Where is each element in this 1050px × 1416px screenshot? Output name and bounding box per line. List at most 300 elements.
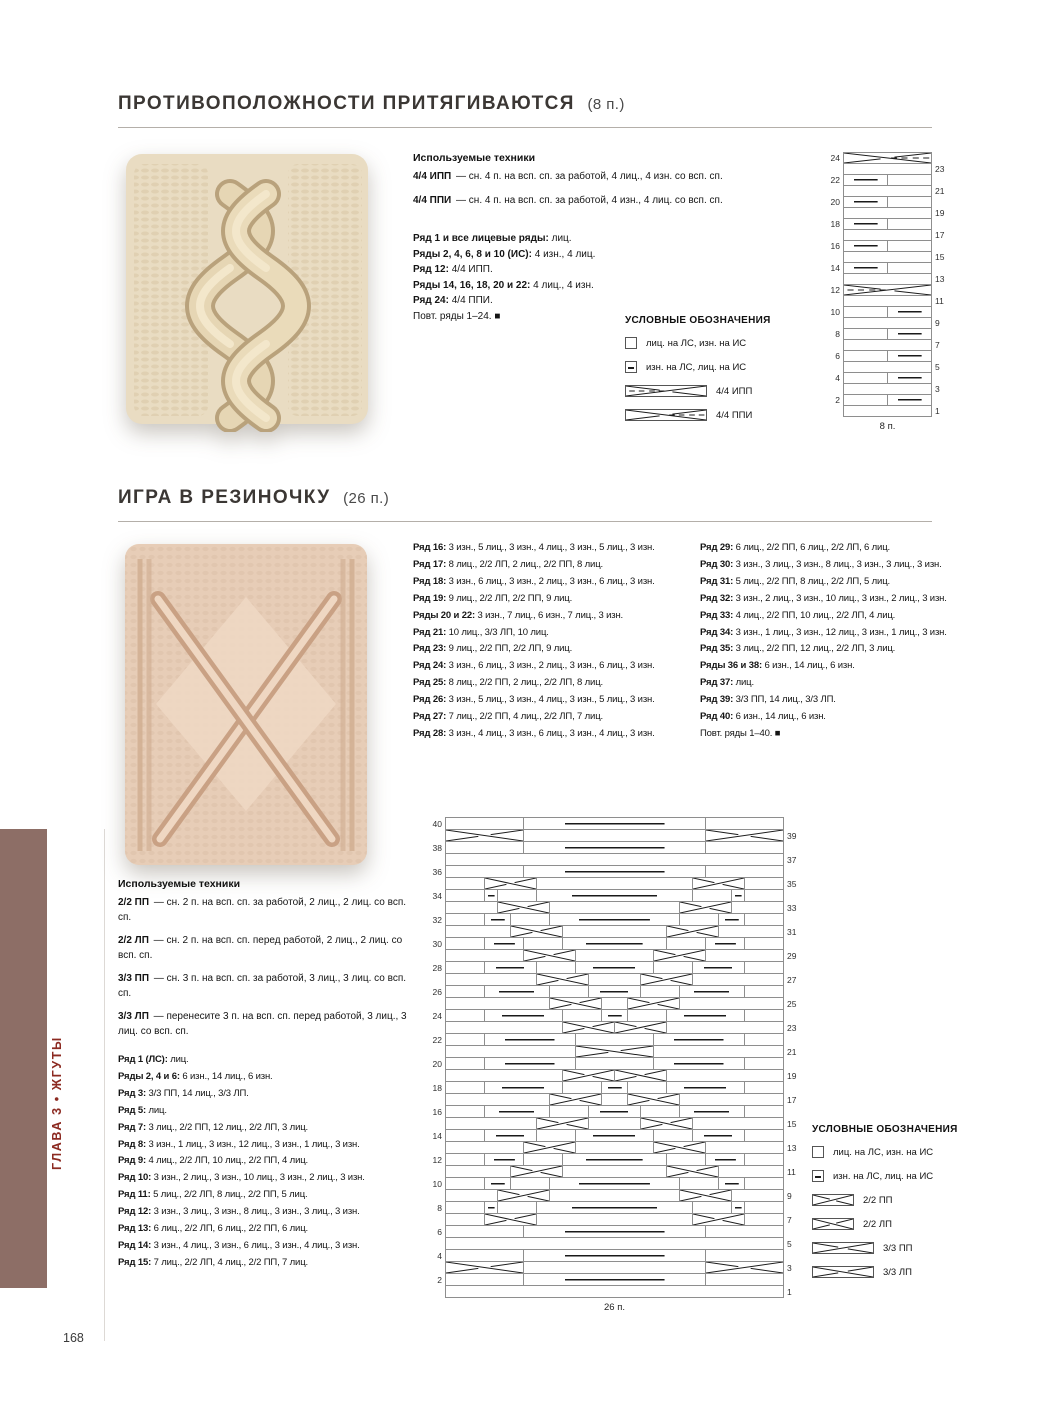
chart-cable-symbol <box>511 1166 562 1177</box>
chart-row-number <box>428 1046 442 1058</box>
chart-cable-symbol <box>628 1094 679 1105</box>
chart-knit-cell <box>667 1070 783 1081</box>
chart-row-number <box>787 866 801 878</box>
row-label: Ряд 1 и все лицевые ряды: <box>413 233 549 244</box>
chart-knit-cell <box>524 1262 705 1273</box>
row-label: Ряд 9: <box>118 1155 146 1167</box>
chart-cable-symbol <box>550 998 601 1009</box>
chart-knit-cell <box>706 842 783 853</box>
chart-knit-cell <box>511 1178 549 1189</box>
chart-row-number: 11 <box>935 296 944 306</box>
cable-right-cross-icon <box>550 1094 601 1105</box>
chart-knit-cell <box>446 1154 484 1165</box>
row-instruction: Ряды 36 и 38: 6 изн., 14 лиц., 6 изн. <box>700 660 855 672</box>
chart-purl-cell <box>485 1130 536 1141</box>
chart-purl-cell <box>485 1154 523 1165</box>
legend-list <box>812 1146 1032 1278</box>
row-label: Ряд 34: <box>700 626 734 638</box>
cable-right-cross-icon <box>628 998 679 1009</box>
row-instruction: Ряд 40: 6 изн., 14 лиц., 6 изн. <box>700 711 826 723</box>
row-instruction: Ряд 9: 4 лиц., 2/2 ЛП, 10 лиц., 2/2 ПП, 4 лиц. <box>118 1155 309 1167</box>
chart-knit-cell <box>844 351 887 361</box>
chart-row-number: 16 <box>432 1107 442 1117</box>
chart-purl-cell <box>485 962 536 973</box>
chart-knit-cell <box>706 1142 783 1153</box>
chart-cable-symbol <box>537 1118 588 1129</box>
chart-cable-symbol <box>485 878 536 889</box>
row-instruction: Ряд 23: 9 лиц., 2/2 ПП, 2/2 ЛП, 9 лиц. <box>413 643 573 655</box>
section2-rule <box>118 521 932 522</box>
row-label: Ряд 16: <box>413 542 447 553</box>
chart-knit-cell <box>524 938 562 949</box>
chart-cable-symbol <box>524 1142 575 1153</box>
cable-right-cross-icon <box>524 1142 575 1153</box>
chart-row-number: 1 <box>935 406 940 416</box>
cable-right-cross-icon <box>813 1195 853 1205</box>
chart-purl-cell <box>693 962 744 973</box>
chart-knit-cell <box>576 1142 653 1153</box>
cable-left-cross-icon <box>563 1022 614 1033</box>
cable-left-cross-icon <box>511 926 562 937</box>
row-instruction: Ряд 28: 3 изн., 4 лиц., 3 изн., 6 лиц., 3 изн., 4 лиц., 3 изн. <box>413 727 655 739</box>
chart-cable-symbol <box>524 950 575 961</box>
chart-purl-cell <box>719 1178 744 1189</box>
legend-label: изн. на ЛС, лиц. на ИС <box>833 1170 934 1182</box>
cable-right-cross-icon <box>498 1190 549 1201</box>
row-instruction: Ряд 7: 3 лиц., 2/2 ПП, 12 лиц., 2/2 ЛП, 3 лиц. <box>118 1121 309 1133</box>
row-instruction: Ряд 13: 6 лиц., 2/2 ЛП, 6 лиц., 2/2 ПП, 6 лиц. <box>118 1223 308 1235</box>
chart-purl-cell <box>485 890 497 901</box>
cable-left-cross-icon <box>498 902 549 913</box>
chart-row-number <box>787 842 801 854</box>
chart-knit-cell <box>524 830 705 841</box>
chart-knit-cell <box>498 890 536 901</box>
cable-right-cross-icon <box>680 902 731 913</box>
cable-right-cross-icon <box>511 1166 562 1177</box>
chart-row-number: 4 <box>835 373 840 383</box>
page-number: 168 <box>63 1331 84 1345</box>
chart-knit-cell <box>732 902 783 913</box>
chart-row-number <box>935 153 949 164</box>
chart-purl-cell <box>680 1106 744 1117</box>
swatch-photo-opposites <box>120 146 376 432</box>
chart-purl-cell <box>888 329 931 339</box>
chart-cable-symbol <box>654 950 705 961</box>
chart-purl-cell <box>888 395 931 405</box>
row-instruction: Ряды 2, 4 и 6: 6 изн., 14 лиц., 6 изн. <box>118 1070 273 1082</box>
chart-knit-cell <box>745 890 783 901</box>
swatch-photo-2-image <box>120 537 372 872</box>
row-instruction: Ряды 14, 16, 18, 20 и 22: 4 лиц., 4 изн. <box>413 279 594 291</box>
chart-knit-cell <box>844 395 887 405</box>
row-instruction: Ряд 19: 9 лиц., 2/2 ЛП, 2/2 ПП, 9 лиц. <box>413 592 573 604</box>
chart-row-number <box>826 230 840 241</box>
chart-knit-cell <box>719 926 783 937</box>
chart-cable-symbol <box>446 1262 523 1273</box>
cable-stitch-symbol <box>625 385 707 397</box>
cable-right-cross-icon <box>563 1070 614 1081</box>
chart-row-number <box>787 1250 801 1262</box>
chart-cable-symbol <box>693 1214 744 1225</box>
chart-row-number <box>826 186 840 197</box>
chart-knit-cell <box>446 1214 484 1225</box>
chart-row-number <box>935 263 949 274</box>
section1-rule <box>118 127 932 128</box>
chart-row-number: 39 <box>787 831 797 841</box>
cable-left-cross-icon <box>446 1262 523 1273</box>
chart-row-number <box>935 175 949 186</box>
chart-knit-cell <box>446 1058 484 1069</box>
cable-right-cross-icon <box>706 830 783 841</box>
chart-cable-symbol <box>446 830 523 841</box>
chart-knit-cell <box>446 1142 523 1153</box>
chart-row-number <box>787 1034 801 1046</box>
cable-left-cross-icon <box>813 1267 873 1277</box>
chart-knit-cell <box>654 1130 692 1141</box>
cable-right-cross-icon <box>641 974 692 985</box>
chart-knit-cell <box>602 998 627 1009</box>
chart-knit-cell <box>576 1058 653 1069</box>
row-label: Ряд 31: <box>700 575 734 587</box>
section1-legend <box>625 315 820 433</box>
chart-cable-symbol <box>667 1166 718 1177</box>
chart-knit-cell <box>706 866 783 877</box>
techniques-title: Используемые техники <box>118 878 241 890</box>
row-label: Ряд 23: <box>413 643 447 655</box>
row-instruction: Ряд 18: 3 изн., 6 лиц., 3 изн., 2 лиц., 3 изн., 6 лиц., 3 изн. <box>413 575 655 587</box>
chart-knit-cell <box>563 1010 601 1021</box>
chart-purl-cell <box>550 1178 679 1189</box>
swatch-photo-diamond <box>120 537 372 872</box>
chart-knit-cell <box>654 1046 783 1057</box>
chart-knit-cell <box>654 962 692 973</box>
row-instruction: Ряд 16: 3 изн., 5 лиц., 3 изн., 4 лиц., 3 изн., 5 лиц., 3 изн. <box>413 542 655 553</box>
chart-knit-cell <box>888 175 931 185</box>
row-label: Ряд 15: <box>118 1256 152 1268</box>
row-label: Ряд 21: <box>413 626 447 638</box>
cable-right-cross-icon <box>626 386 706 396</box>
chart-knit-cell <box>446 1106 484 1117</box>
chart-stitch-count-caption: 8 п. <box>879 421 896 432</box>
chart-purl-cell <box>589 1106 640 1117</box>
chart-row-number <box>428 902 442 914</box>
row-instruction: Ряд 24: 4/4 ППИ. <box>413 295 493 307</box>
chart-row-number: 3 <box>787 1263 792 1273</box>
legend-title: УСЛОВНЫЕ ОБОЗНАЧЕНИЯ <box>625 315 771 326</box>
chart-row-number: 20 <box>830 197 840 207</box>
chart-knit-cell <box>446 866 523 877</box>
chart-row-numbers-right <box>932 152 949 417</box>
chart-row-numbers-left <box>826 152 843 417</box>
chart-row-number: 12 <box>830 285 840 295</box>
row-label: Ряд 33: <box>700 609 734 621</box>
chart-knit-cell <box>511 914 549 925</box>
chart-row-number <box>826 362 840 373</box>
chart-row-number <box>428 974 442 986</box>
chart-knit-cell <box>446 1022 562 1033</box>
chart-knit-cell <box>446 1286 783 1297</box>
chart-knit-cell <box>888 263 931 273</box>
cable-left-cross-icon <box>813 1219 853 1229</box>
chart-knit-cell <box>844 186 931 196</box>
chart-knit-cell <box>844 296 931 306</box>
row-label: Ряд 30: <box>700 558 734 570</box>
chart-knit-cell <box>628 1082 666 1093</box>
chart-cable-symbol <box>563 1070 614 1081</box>
chart-row-number: 9 <box>787 1191 792 1201</box>
chart-knit-cell <box>446 818 523 829</box>
chart-row-number: 19 <box>935 208 945 218</box>
chart-row-number <box>428 1286 442 1298</box>
chart-knit-cell <box>844 373 887 383</box>
chart-row-number <box>935 373 949 384</box>
chart-row-number <box>428 1166 442 1178</box>
chart-row-number <box>428 1070 442 1082</box>
cable-left-cross-icon <box>641 1118 692 1129</box>
chart-knit-cell <box>680 914 718 925</box>
chart-knit-cell <box>446 1070 562 1081</box>
chart-row-number <box>826 406 840 417</box>
chart-knit-cell <box>446 914 484 925</box>
chart-purl-cell <box>485 1058 575 1069</box>
chart-knit-cell <box>446 1082 484 1093</box>
row-instruction: Ряд 8: 3 изн., 1 лиц., 3 изн., 12 лиц., 3 изн., 1 лиц., 3 изн. <box>118 1138 360 1150</box>
chart-row-number: 27 <box>787 975 797 985</box>
chart-knit-cell <box>745 1130 783 1141</box>
legend-label: 2/2 ЛП <box>863 1218 892 1230</box>
chart-row-number: 14 <box>432 1131 442 1141</box>
technique-definition: 3/3 ЛП — перенесите 3 п. на всп. сп. перед работой, 3 лиц., 3 лиц. со всп. сп. <box>118 1011 407 1037</box>
chart-row-number: 15 <box>935 252 945 262</box>
row-instruction: Ряд 32: 3 изн., 2 лиц., 3 изн., 10 лиц., 3 изн., 2 лиц., 3 изн. <box>700 592 947 604</box>
chart-cable-symbol <box>615 1070 666 1081</box>
techniques-list <box>413 170 758 208</box>
cable-right-cross-icon <box>693 1214 744 1225</box>
chart-row-number: 16 <box>830 241 840 251</box>
chart-purl-cell <box>844 175 887 185</box>
chart-purl-cell <box>844 197 887 207</box>
knit-stitch-symbol <box>625 337 637 349</box>
cable-left-cross-icon <box>524 950 575 961</box>
chart-row-number <box>787 1106 801 1118</box>
chart-row-number: 23 <box>787 1023 797 1033</box>
chart-row-number <box>787 1178 801 1190</box>
chart-purl-cell <box>524 842 705 853</box>
row-label: Ряд 37: <box>700 677 734 689</box>
row-instruction: Ряд 1 (ЛС): лиц. <box>118 1054 189 1065</box>
chart-knit-cell <box>844 318 931 328</box>
chart-cable-symbol <box>844 153 931 163</box>
chart-cable-symbol <box>537 974 588 985</box>
chart-purl-cell <box>524 1226 705 1237</box>
chart-row-number <box>428 1142 442 1154</box>
chart-knit-cell <box>706 1250 783 1261</box>
row-instruction: Повт. ряды 1–24. ■ <box>413 310 501 322</box>
knitting-chart-opposites <box>826 152 949 432</box>
row-instruction-list <box>700 540 1030 743</box>
row-instruction: Ряд 10: 3 изн., 2 лиц., 3 изн., 10 лиц., 3 изн., 2 лиц., 3 изн. <box>118 1172 365 1184</box>
row-label: Ряд 32: <box>700 592 734 604</box>
chart-purl-cell <box>888 307 931 317</box>
row-label: Ряд 24: <box>413 660 447 672</box>
row-label: Ряд 26: <box>413 694 447 706</box>
chart-cable-symbol <box>576 1046 653 1057</box>
cable-left-cross-icon <box>485 878 536 889</box>
chart-row-number <box>428 1238 442 1250</box>
chart-knit-cell <box>844 164 931 174</box>
row-instruction: Ряд 11: 5 лиц., 2/2 ЛП, 8 лиц., 2/2 ПП, 5 лиц. <box>118 1189 308 1201</box>
row-label: Ряд 11: <box>118 1189 151 1201</box>
chart-cable-symbol <box>654 1142 705 1153</box>
legend-item <box>812 1194 1032 1206</box>
chart-row-number: 6 <box>835 351 840 361</box>
cable-left-cross-icon <box>446 830 523 841</box>
chart-knit-cell <box>446 842 523 853</box>
chart-knit-cell <box>745 914 783 925</box>
chart-row-number <box>826 274 840 285</box>
chart-row-number: 7 <box>935 340 940 350</box>
chart-row-number <box>787 1154 801 1166</box>
chart-knit-cell <box>706 950 783 961</box>
chart-knit-cell <box>706 1226 783 1237</box>
chart-row-number: 38 <box>432 843 442 853</box>
chart-row-numbers-left <box>428 817 445 1298</box>
chart-purl-cell <box>550 914 679 925</box>
row-label: Ряды 2, 4, 6, 8 и 10 (ИС): <box>413 248 532 260</box>
legend-item <box>812 1218 1032 1230</box>
chart-knit-cell <box>745 1034 783 1045</box>
chart-stitch-count-caption: 26 п. <box>604 1302 625 1313</box>
section2-title <box>118 482 389 510</box>
purl-stitch-symbol <box>625 361 637 373</box>
chart-knit-cell <box>446 1130 484 1141</box>
technique-definition: 4/4 ППИ — сн. 4 п. на всп. сп. за работой, 4 изн., 4 лиц. со всп. сп. <box>413 194 723 206</box>
chart-cable-symbol <box>628 998 679 1009</box>
cable-right-cross-icon <box>813 1243 873 1253</box>
chart-purl-cell <box>667 1010 744 1021</box>
chart-row-number <box>935 219 949 230</box>
chart-purl-cell <box>537 890 692 901</box>
chart-row-number: 9 <box>935 318 940 328</box>
chart-knit-cell <box>745 1106 783 1117</box>
chart-purl-cell <box>693 1130 744 1141</box>
chart-row-number: 7 <box>787 1215 792 1225</box>
chart-knit-cell <box>844 230 931 240</box>
cable-stitch-symbol <box>812 1242 874 1254</box>
legend-label: 3/3 ЛП <box>883 1266 912 1278</box>
chart-purl-cell <box>485 986 549 997</box>
row-label: Ряды 36 и 38: <box>700 660 763 672</box>
legend-item <box>625 361 820 373</box>
chapter-color-block <box>0 829 47 1288</box>
chart-cable-symbol <box>563 1022 614 1033</box>
chart-row-number <box>428 830 442 842</box>
chart-purl-cell <box>524 866 705 877</box>
cable-stitch-symbol <box>625 409 707 421</box>
chart-knit-cell <box>446 1202 484 1213</box>
cable-left-cross-icon <box>537 974 588 985</box>
section2-stitch-count: (26 п.) <box>343 490 390 507</box>
technique-term: 2/2 ЛП <box>118 935 149 946</box>
chart-knit-cell <box>563 926 666 937</box>
chart-knit-cell <box>667 1022 783 1033</box>
chart-row-number: 40 <box>432 819 442 829</box>
row-instruction: Ряд 14: 3 изн., 4 лиц., 3 изн., 6 лиц., 3 изн., 4 лиц., 3 изн. <box>118 1239 360 1251</box>
chart-knit-cell <box>498 1202 536 1213</box>
chart-row-number: 19 <box>787 1071 797 1081</box>
chart-row-number: 34 <box>432 891 442 901</box>
chart-row-number: 2 <box>437 1275 442 1285</box>
chart-purl-cell <box>485 1010 562 1021</box>
chart-knit-cell <box>680 1094 783 1105</box>
chart-row-number: 35 <box>787 879 797 889</box>
chart-cable-symbol <box>693 878 744 889</box>
chart-cable-symbol <box>641 1118 692 1129</box>
chart-purl-cell <box>602 1010 627 1021</box>
row-instruction: Ряд 27: 7 лиц., 2/2 ПП, 4 лиц., 2/2 ЛП, 7 лиц. <box>413 711 603 723</box>
row-label: Ряды 20 и 22: <box>413 609 476 621</box>
chart-knit-cell <box>589 1118 640 1129</box>
chart-row-number <box>787 1202 801 1214</box>
section2-instructions-middle <box>413 540 699 743</box>
legend-item <box>812 1242 1032 1254</box>
technique-definition: 3/3 ПП — сн. 3 п. на всп. сп. за работой, 3 лиц., 3 лиц. со всп. сп. <box>118 973 407 999</box>
chart-row-number: 18 <box>830 219 840 229</box>
row-label: Ряд 12: <box>118 1206 152 1218</box>
chart-row-number <box>787 986 801 998</box>
row-label: Ряд 5: <box>118 1104 146 1116</box>
chart-knit-cell <box>844 340 931 350</box>
chart-cable-symbol <box>844 285 931 295</box>
chart-knit-cell <box>446 998 549 1009</box>
section2-instructions-right <box>700 540 1030 743</box>
chart-row-number <box>826 164 840 175</box>
chart-purl-cell <box>706 1154 744 1165</box>
chart-knit-cell <box>446 902 497 913</box>
chart-knit-cell <box>446 950 523 961</box>
chart-knit-cell <box>888 241 931 251</box>
section2-legend <box>812 1124 1032 1290</box>
cable-stitch-symbol <box>812 1266 874 1278</box>
chart-purl-cell <box>589 986 640 997</box>
chart-row-numbers-right <box>784 817 801 1298</box>
chart-knit-cell <box>446 1034 484 1045</box>
knit-stitch-symbol <box>812 1146 824 1158</box>
cable-right-cross-icon <box>706 1262 783 1273</box>
chart-grid <box>445 817 784 1298</box>
legend-title: УСЛОВНЫЕ ОБОЗНАЧЕНИЯ <box>812 1124 958 1135</box>
chart-row-number <box>935 351 949 362</box>
chart-knit-cell <box>628 1010 666 1021</box>
chart-knit-cell <box>446 938 484 949</box>
cable-stitch-symbol <box>812 1218 854 1230</box>
chart-knit-cell <box>844 252 931 262</box>
row-instruction: Повт. ряды 1–40. ■ <box>700 727 781 739</box>
cable-left-cross-icon <box>628 1094 679 1105</box>
chart-grid <box>843 152 932 417</box>
chart-purl-cell <box>485 1082 562 1093</box>
chart-row-number: 10 <box>432 1179 442 1189</box>
section1-title <box>118 88 625 116</box>
row-label: Ряд 1 (ЛС): <box>118 1054 168 1065</box>
row-label: Ряды 2, 4 и 6: <box>118 1070 180 1082</box>
chart-row-number: 30 <box>432 939 442 949</box>
chart-knit-cell <box>745 1058 783 1069</box>
row-instruction: Ряд 35: 3 лиц., 2/2 ПП, 12 лиц., 2/2 ЛП, 3 лиц. <box>700 643 896 655</box>
row-instruction: Ряд 37: лиц. <box>700 677 754 689</box>
row-instruction: Ряд 17: 8 лиц., 2/2 ЛП, 2 лиц., 2/2 ПП, 8 лиц. <box>413 558 603 570</box>
row-label: Ряд 17: <box>413 558 447 570</box>
